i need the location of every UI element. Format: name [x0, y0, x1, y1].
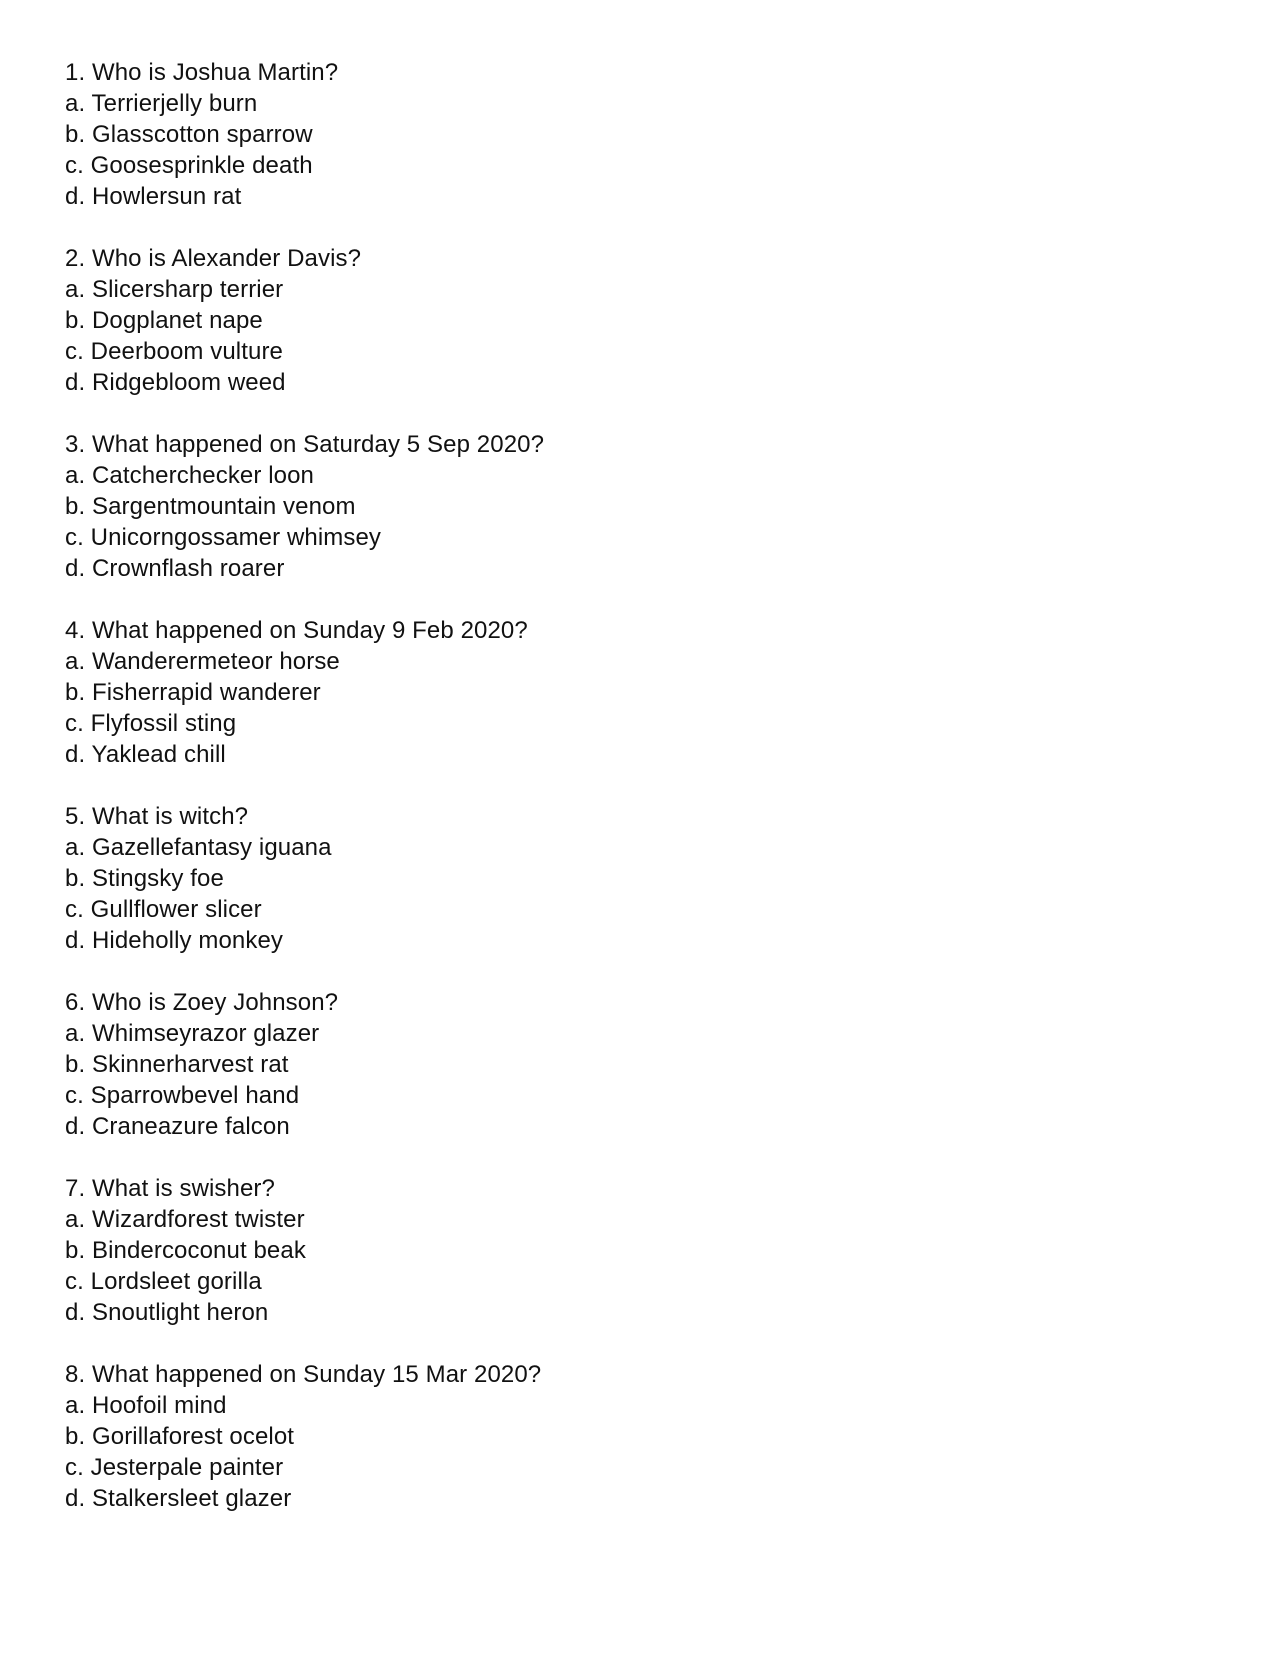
question-text: 7. What is swisher?: [65, 1175, 275, 1202]
quiz-document: [65, 57, 1215, 1545]
answer-option-a: a. Gazellefantasy iguana: [65, 834, 332, 861]
question-text: 3. What happened on Saturday 5 Sep 2020?: [65, 431, 545, 458]
answer-option-c: c. Lordsleet gorilla: [65, 1268, 262, 1295]
answer-option-d: d. Yaklead chill: [65, 741, 226, 768]
answer-option-a: a. Slicersharp terrier: [65, 276, 284, 303]
question-text: 2. Who is Alexander Davis?: [65, 245, 362, 272]
answer-option-b: b. Dogplanet nape: [65, 307, 263, 334]
answer-option-a: a. Terrierjelly burn: [65, 90, 258, 117]
answer-option-a: a. Wanderermeteor horse: [65, 648, 340, 675]
answer-option-c: c. Sparrowbevel hand: [65, 1082, 300, 1109]
question-text: 5. What is witch?: [65, 803, 249, 830]
question-block-4: [65, 615, 1215, 770]
question-text: 6. Who is Zoey Johnson?: [65, 989, 339, 1016]
answer-option-d: d. Howlersun rat: [65, 183, 242, 210]
answer-option-d: d. Ridgebloom weed: [65, 369, 286, 396]
answer-option-c: c. Jesterpale painter: [65, 1454, 284, 1481]
answer-option-d: d. Craneazure falcon: [65, 1113, 290, 1140]
question-text: 8. What happened on Sunday 15 Mar 2020?: [65, 1361, 542, 1388]
answer-option-a: a. Wizardforest twister: [65, 1206, 305, 1233]
answer-option-b: b. Bindercoconut beak: [65, 1237, 306, 1264]
answer-option-c: c. Gullflower slicer: [65, 896, 262, 923]
answer-option-d: d. Snoutlight heron: [65, 1299, 269, 1326]
question-block-2: [65, 243, 1215, 398]
question-block-3: [65, 429, 1215, 584]
answer-option-a: a. Whimseyrazor glazer: [65, 1020, 320, 1047]
answer-option-b: b. Fisherrapid wanderer: [65, 679, 321, 706]
answer-option-c: c. Unicorngossamer whimsey: [65, 524, 382, 551]
answer-option-d: d. Hideholly monkey: [65, 927, 284, 954]
answer-option-b: b. Sargentmountain venom: [65, 493, 356, 520]
answer-option-a: a. Catcherchecker loon: [65, 462, 314, 489]
answer-option-c: c. Deerboom vulture: [65, 338, 283, 365]
answer-option-c: c. Flyfossil sting: [65, 710, 237, 737]
answer-option-b: b. Stingsky foe: [65, 865, 224, 892]
question-text: 4. What happened on Sunday 9 Feb 2020?: [65, 617, 528, 644]
answer-option-b: b. Gorillaforest ocelot: [65, 1423, 295, 1450]
question-block-6: [65, 987, 1215, 1142]
answer-option-b: b. Skinnerharvest rat: [65, 1051, 289, 1078]
answer-option-a: a. Hoofoil mind: [65, 1392, 227, 1419]
question-block-8: [65, 1359, 1215, 1514]
question-block-1: [65, 57, 1215, 212]
answer-option-c: c. Goosesprinkle death: [65, 152, 313, 179]
question-text: 1. Who is Joshua Martin?: [65, 59, 339, 86]
question-block-7: [65, 1173, 1215, 1328]
question-block-5: [65, 801, 1215, 956]
answer-option-d: d. Crownflash roarer: [65, 555, 285, 582]
answer-option-b: b. Glasscotton sparrow: [65, 121, 313, 148]
answer-option-d: d. Stalkersleet glazer: [65, 1485, 292, 1512]
